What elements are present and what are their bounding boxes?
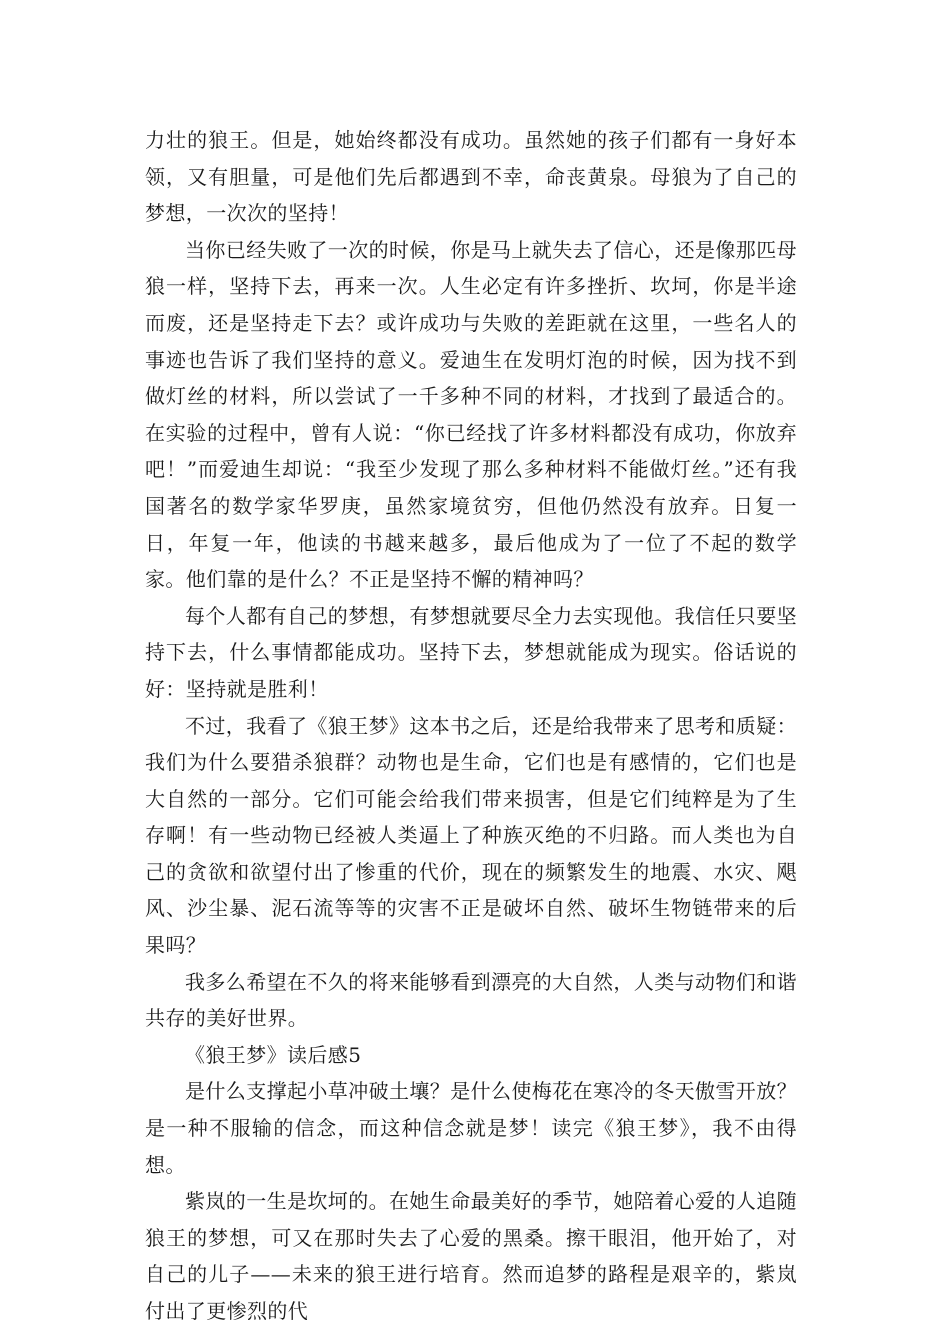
paragraph-2: 当你已经失败了一次的时候，你是马上就失去了信心，还是像那匹母狼一样，坚持下去，再来一次。人生必定有许多挫折、坎坷，你是半途而废，还是坚持走下去？或许成功与失败的差距就在这里，一些名人的事迹也告诉了我们坚持的意义。爱迪生在发明灯泡的时候，因为找不到做灯丝的材料，所以尝试了一千多种不同的材料，才找到了最适合的。在实验的过程中，曾有人说：“你已经找了许多材料都没有成功，你放弃吧！”而爱迪生却说：“我至少发现了那么多种材料不能做灯丝。”还有我国著名的数学家华罗庚，虽然家境贫穷，但他仍然没有放弃。日复一日，年复一年，他读的书越来越多，最后他成为了一位了不起的数学家。他们靠的是什么？不正是坚持不懈的精神吗？ bbox=[145, 237, 797, 592]
document-body bbox=[145, 122, 797, 1330]
paragraph-7: 紫岚的一生是坎坷的。在她生命最美好的季节，她陪着心爱的人追随狼王的梦想，可又在那时失去了心爱的黑桑。擦干眼泪，他开始了，对自己的儿子——未来的狼王进行培育。然而追梦的路程是艰辛的，紫岚付出了更惨烈的代 bbox=[145, 1189, 797, 1323]
section-heading: 《狼王梦》读后感5 bbox=[185, 1042, 362, 1067]
paragraph-6: 是什么支撑起小草冲破土壤？是什么使梅花在寒冷的冬天傲雪开放？是一种不服输的信念，而这种信念就是梦！读完《狼王梦》，我不由得想。 bbox=[145, 1079, 797, 1177]
paragraph-1: 力壮的狼王。但是，她始终都没有成功。虽然她的孩子们都有一身好本领，又有胆量，可是他们先后都遇到不幸，命丧黄泉。母狼为了自己的梦想，一次次的坚持！ bbox=[145, 128, 797, 226]
paragraph-4: 不过，我看了《狼王梦》这本书之后，还是给我带来了思考和质疑：我们为什么要猎杀狼群？动物也是生命，它们也是有感情的，它们也是大自然的一部分。它们可能会给我们带来损害，但是它们纯粹是为了生存啊！有一些动物已经被人类逼上了种族灭绝的不归路。而人类也为自己的贪欲和欲望付出了惨重的代价，现在的频繁发生的地震、水灾、飓风、沙尘暴、泥石流等等的灾害不正是破坏自然、破坏生物链带来的后果吗？ bbox=[145, 713, 797, 958]
paragraph-5: 我多么希望在不久的将来能够看到漂亮的大自然，人类与动物们和谐共存的美好世界。 bbox=[145, 969, 797, 1031]
paragraph-3: 每个人都有自己的梦想，有梦想就要尽全力去实现他。我信任只要坚持下去，什么事情都能成功。坚持下去，梦想就能成为现实。俗话说的好：坚持就是胜利！ bbox=[145, 603, 797, 701]
